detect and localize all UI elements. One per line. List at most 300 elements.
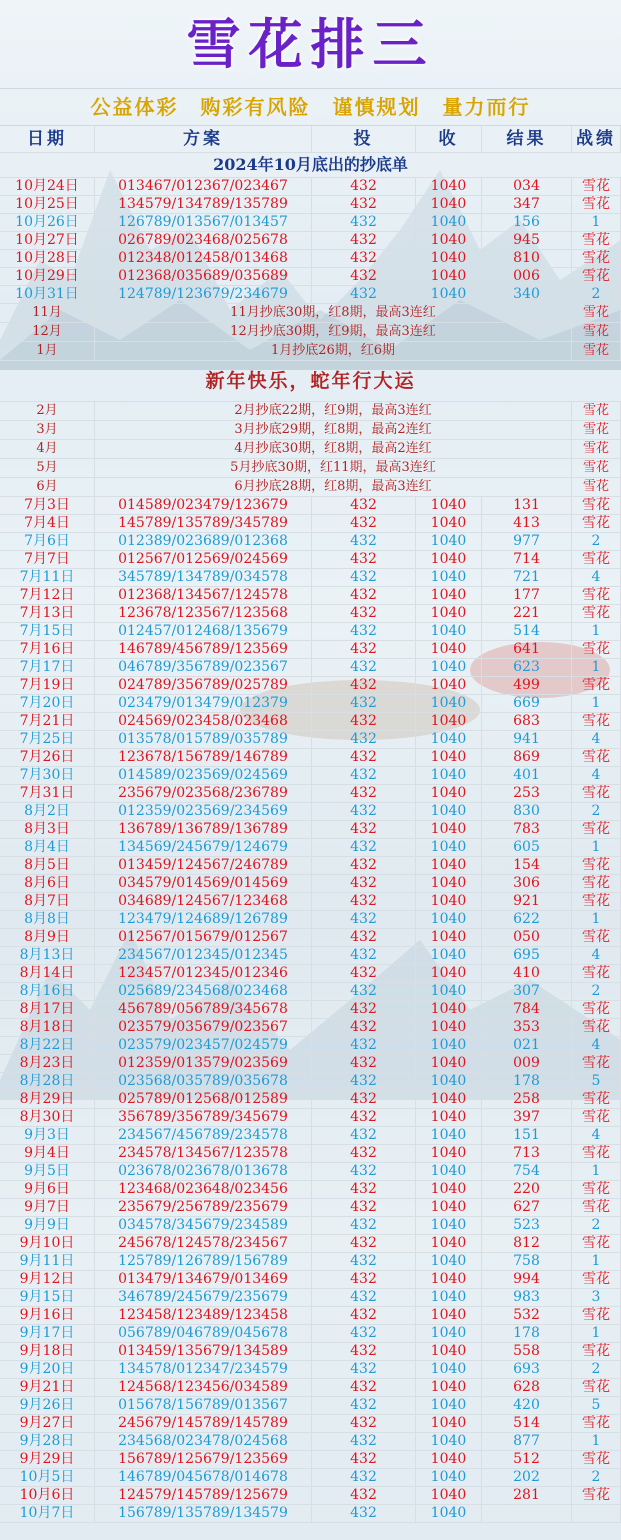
row-plan: 145789/135789/345789 [95,515,312,532]
row-result: 512 [482,1451,572,1468]
row-result: 307 [482,983,572,1000]
row-gain: 1040 [416,1289,482,1306]
summary-text: 3月抄底29期，红8期，最高2连红 [95,421,572,439]
row-record: 雪花 [572,1001,621,1018]
row-cost: 432 [312,515,416,532]
row-result: 994 [482,1271,572,1288]
row-gain: 1040 [416,983,482,1000]
row-result: 941 [482,731,572,748]
row-cost: 432 [312,857,416,874]
table-row [0,1415,621,1433]
row-plan: 023568/035789/035678 [95,1073,312,1090]
row-plan: 056789/046789/045678 [95,1325,312,1342]
table-row [0,1001,621,1019]
row-cost: 432 [312,1253,416,1270]
row-cost: 432 [312,911,416,928]
row-cost: 432 [312,1109,416,1126]
row-date: 8月4日 [0,839,95,856]
row-record [572,1505,621,1522]
summary-month: 3月 [0,421,95,439]
summary-text: 2月抄底22期，红9期，最高3连红 [95,402,572,420]
row-record: 雪花 [572,749,621,766]
row-result: 669 [482,695,572,712]
row-cost: 432 [312,533,416,550]
table-row [0,1127,621,1145]
row-gain: 1040 [416,1307,482,1324]
row-gain: 1040 [416,286,482,303]
table-body-main [0,497,621,1523]
row-gain: 1040 [416,1001,482,1018]
row-date: 7月7日 [0,551,95,568]
row-cost: 432 [312,947,416,964]
table-row [0,497,621,515]
row-plan: 013467/012367/023467 [95,178,312,195]
row-plan: 023479/013479/012379 [95,695,312,712]
table-row [0,286,621,304]
row-gain: 1040 [416,1091,482,1108]
row-plan: 012457/012468/135679 [95,623,312,640]
row-record: 5 [572,1073,621,1090]
table-row [0,587,621,605]
row-date: 8月5日 [0,857,95,874]
row-gain: 1040 [416,1397,482,1414]
monthly-summary-list-2 [0,402,621,497]
row-cost: 432 [312,587,416,604]
row-result: 410 [482,965,572,982]
summary-record: 雪花 [572,323,621,341]
row-result: 021 [482,1037,572,1054]
summary-record: 雪花 [572,342,621,360]
row-date: 8月23日 [0,1055,95,1072]
table-row [0,196,621,214]
row-date: 7月13日 [0,605,95,622]
row-record: 4 [572,569,621,586]
row-result: 499 [482,677,572,694]
row-record: 雪花 [572,929,621,946]
row-date: 10月26日 [0,214,95,231]
header-gain: 收 [416,126,482,152]
row-plan: 012359/023569/234569 [95,803,312,820]
row-cost: 432 [312,1217,416,1234]
monthly-summary-list [0,304,621,361]
row-cost: 432 [312,1307,416,1324]
row-result: 683 [482,713,572,730]
summary-row [0,478,621,497]
row-record: 雪花 [572,1055,621,1072]
table-row [0,250,621,268]
row-cost: 432 [312,821,416,838]
row-record: 雪花 [572,497,621,514]
table-row [0,893,621,911]
table-row [0,1361,621,1379]
table-row [0,1019,621,1037]
row-plan: 356789/356789/345679 [95,1109,312,1126]
table-row [0,178,621,196]
table-row [0,515,621,533]
summary-text: 1月抄底26期，红6期 [95,342,572,360]
row-date: 10月6日 [0,1487,95,1504]
row-record: 4 [572,1037,621,1054]
row-plan: 124789/123679/234679 [95,286,312,303]
header-result: 结果 [482,126,572,152]
table-header [0,126,621,153]
row-gain: 1040 [416,1469,482,1486]
row-gain: 1040 [416,731,482,748]
row-record: 雪花 [572,268,621,285]
row-plan: 234568/023478/024568 [95,1433,312,1450]
row-gain: 1040 [416,569,482,586]
row-record: 4 [572,947,621,964]
row-plan: 245679/145789/145789 [95,1415,312,1432]
table-row [0,1253,621,1271]
row-result: 131 [482,497,572,514]
row-result: 220 [482,1181,572,1198]
row-cost: 432 [312,803,416,820]
table-row [0,677,621,695]
row-plan: 134578/012347/234579 [95,1361,312,1378]
row-date: 7月31日 [0,785,95,802]
row-cost: 432 [312,965,416,982]
row-cost: 432 [312,785,416,802]
row-plan: 034578/345679/234589 [95,1217,312,1234]
summary-text: 12月抄底30期，红9期，最高3连红 [95,323,572,341]
row-date: 7月3日 [0,497,95,514]
table-row [0,659,621,677]
summary-record: 雪花 [572,421,621,439]
table-row [0,1433,621,1451]
row-date: 9月21日 [0,1379,95,1396]
row-result: 514 [482,623,572,640]
row-gain: 1040 [416,1433,482,1450]
row-result: 178 [482,1325,572,1342]
row-gain: 1040 [416,1253,482,1270]
row-record: 2 [572,1361,621,1378]
row-gain: 1040 [416,196,482,213]
row-record: 2 [572,983,621,1000]
row-cost: 432 [312,983,416,1000]
row-record: 1 [572,1163,621,1180]
row-plan: 014589/023569/024569 [95,767,312,784]
table-row [0,1163,621,1181]
table-row [0,1037,621,1055]
row-record: 2 [572,1217,621,1234]
row-record: 雪花 [572,713,621,730]
row-plan: 014589/023479/123679 [95,497,312,514]
row-plan: 126789/013567/013457 [95,214,312,231]
row-gain: 1040 [416,515,482,532]
row-plan: 012348/012458/013468 [95,250,312,267]
row-date: 10月27日 [0,232,95,249]
row-gain: 1040 [416,911,482,928]
row-cost: 432 [312,1199,416,1216]
row-result: 353 [482,1019,572,1036]
row-cost: 432 [312,1325,416,1342]
row-record: 1 [572,839,621,856]
row-result: 034 [482,178,572,195]
summary-text: 6月抄底28期，红8期，最高3连红 [95,478,572,496]
row-result: 253 [482,785,572,802]
row-date: 7月26日 [0,749,95,766]
row-plan: 034579/014569/014569 [95,875,312,892]
row-plan: 123468/023648/023456 [95,1181,312,1198]
row-date: 8月22日 [0,1037,95,1054]
row-result: 623 [482,659,572,676]
row-plan: 024789/356789/025789 [95,677,312,694]
row-gain: 1040 [416,1361,482,1378]
row-date: 10月5日 [0,1469,95,1486]
table-row [0,623,621,641]
row-result: 202 [482,1469,572,1486]
row-result: 221 [482,605,572,622]
row-record: 1 [572,911,621,928]
section-heading-new-year: 新年快乐，蛇年行大运 [0,361,621,402]
row-gain: 1040 [416,749,482,766]
row-gain: 1040 [416,803,482,820]
row-plan: 012359/013579/023569 [95,1055,312,1072]
row-date: 8月14日 [0,965,95,982]
row-gain: 1040 [416,1019,482,1036]
row-date: 9月10日 [0,1235,95,1252]
row-date: 8月28日 [0,1073,95,1090]
row-plan: 023579/035679/023567 [95,1019,312,1036]
table-row [0,929,621,947]
header-date: 日期 [0,126,95,152]
row-gain: 1040 [416,1325,482,1342]
summary-record: 雪花 [572,459,621,477]
row-gain: 1040 [416,1199,482,1216]
row-cost: 432 [312,569,416,586]
row-date: 10月7日 [0,1505,95,1522]
row-gain: 1040 [416,1163,482,1180]
row-cost: 432 [312,659,416,676]
summary-month: 6月 [0,478,95,496]
row-date: 9月11日 [0,1253,95,1270]
row-result: 401 [482,767,572,784]
row-date: 9月4日 [0,1145,95,1162]
row-record: 雪花 [572,1307,621,1324]
row-plan: 235679/023568/236789 [95,785,312,802]
row-cost: 432 [312,623,416,640]
table-row [0,695,621,713]
table-row [0,214,621,232]
row-gain: 1040 [416,268,482,285]
row-cost: 432 [312,749,416,766]
row-gain: 1040 [416,1415,482,1432]
row-plan: 013578/015789/035789 [95,731,312,748]
row-gain: 1040 [416,1109,482,1126]
row-plan: 234567/456789/234578 [95,1127,312,1144]
row-result: 009 [482,1055,572,1072]
table-row [0,983,621,1001]
table-row [0,641,621,659]
table-row [0,1307,621,1325]
row-result: 877 [482,1433,572,1450]
row-gain: 1040 [416,677,482,694]
row-date: 10月29日 [0,268,95,285]
row-date: 9月12日 [0,1271,95,1288]
row-cost: 432 [312,929,416,946]
row-gain: 1040 [416,1181,482,1198]
table-row [0,839,621,857]
row-gain: 1040 [416,1217,482,1234]
row-record: 雪花 [572,893,621,910]
summary-row [0,459,621,478]
row-result: 695 [482,947,572,964]
row-gain: 1040 [416,1505,482,1522]
row-result: 627 [482,1199,572,1216]
row-result [482,1505,572,1522]
row-result: 178 [482,1073,572,1090]
row-date: 9月29日 [0,1451,95,1468]
table-row [0,857,621,875]
table-row [0,1469,621,1487]
row-plan: 123458/123489/123458 [95,1307,312,1324]
summary-record: 雪花 [572,304,621,322]
table-row [0,232,621,250]
row-plan: 123479/124689/126789 [95,911,312,928]
summary-text: 11月抄底30期，红8期，最高3连红 [95,304,572,322]
row-result: 810 [482,250,572,267]
row-date: 9月15日 [0,1289,95,1306]
row-gain: 1040 [416,214,482,231]
row-record: 1 [572,1433,621,1450]
table-row [0,1181,621,1199]
row-gain: 1040 [416,1271,482,1288]
row-cost: 432 [312,641,416,658]
row-plan: 245678/124578/234567 [95,1235,312,1252]
row-record: 4 [572,767,621,784]
row-result: 983 [482,1289,572,1306]
row-gain: 1040 [416,178,482,195]
row-plan: 124579/145789/125679 [95,1487,312,1504]
row-result: 605 [482,839,572,856]
row-plan: 046789/356789/023567 [95,659,312,676]
row-plan: 012567/012569/024569 [95,551,312,568]
table-row [0,1379,621,1397]
row-result: 721 [482,569,572,586]
table-row [0,1109,621,1127]
row-date: 9月28日 [0,1433,95,1450]
table-row [0,803,621,821]
row-result: 413 [482,515,572,532]
row-gain: 1040 [416,250,482,267]
header-plan: 方案 [95,126,312,152]
row-record: 雪花 [572,250,621,267]
row-cost: 432 [312,232,416,249]
row-gain: 1040 [416,1073,482,1090]
row-cost: 432 [312,178,416,195]
row-result: 622 [482,911,572,928]
row-date: 9月16日 [0,1307,95,1324]
row-plan: 146789/456789/123569 [95,641,312,658]
row-gain: 1040 [416,1055,482,1072]
row-record: 雪花 [572,875,621,892]
row-plan: 025689/234568/023468 [95,983,312,1000]
row-record: 1 [572,623,621,640]
row-result: 523 [482,1217,572,1234]
row-plan: 125789/126789/156789 [95,1253,312,1270]
row-record: 雪花 [572,1487,621,1504]
row-date: 10月25日 [0,196,95,213]
row-record: 3 [572,1289,621,1306]
row-record: 雪花 [572,178,621,195]
row-plan: 012389/023689/012368 [95,533,312,550]
row-date: 9月9日 [0,1217,95,1234]
row-result: 830 [482,803,572,820]
row-date: 8月18日 [0,1019,95,1036]
row-record: 雪花 [572,1451,621,1468]
row-date: 9月26日 [0,1397,95,1414]
row-gain: 1040 [416,839,482,856]
row-date: 7月15日 [0,623,95,640]
row-result: 340 [482,286,572,303]
row-date: 7月20日 [0,695,95,712]
row-cost: 432 [312,731,416,748]
row-cost: 432 [312,551,416,568]
row-plan: 013459/124567/246789 [95,857,312,874]
table-row [0,1325,621,1343]
row-cost: 432 [312,1019,416,1036]
summary-month: 1月 [0,342,95,360]
row-gain: 1040 [416,497,482,514]
row-cost: 432 [312,497,416,514]
row-result: 154 [482,857,572,874]
row-result: 514 [482,1415,572,1432]
row-date: 8月8日 [0,911,95,928]
table-row [0,551,621,569]
row-gain: 1040 [416,1145,482,1162]
row-gain: 1040 [416,857,482,874]
row-result: 783 [482,821,572,838]
row-plan: 012567/015679/012567 [95,929,312,946]
row-record: 雪花 [572,641,621,658]
row-gain: 1040 [416,893,482,910]
row-record: 1 [572,1325,621,1342]
row-record: 2 [572,286,621,303]
row-cost: 432 [312,1001,416,1018]
summary-record: 雪花 [572,402,621,420]
row-cost: 432 [312,1505,416,1522]
table-row [0,1073,621,1091]
row-plan: 134569/245679/124679 [95,839,312,856]
row-result: 006 [482,268,572,285]
summary-row [0,421,621,440]
row-gain: 1040 [416,659,482,676]
row-cost: 432 [312,1469,416,1486]
row-plan: 013459/135679/134589 [95,1343,312,1360]
summary-month: 2月 [0,402,95,420]
row-record: 雪花 [572,1415,621,1432]
table-row [0,821,621,839]
summary-row [0,304,621,323]
row-plan: 012368/134567/124578 [95,587,312,604]
row-record: 1 [572,1253,621,1270]
slogan-banner: 公益体彩 购彩有风险 谨慎规划 量力而行 [0,88,621,126]
row-plan: 234567/012345/012345 [95,947,312,964]
row-cost: 432 [312,196,416,213]
row-cost: 432 [312,1487,416,1504]
table-row [0,911,621,929]
table-row [0,1343,621,1361]
row-date: 8月2日 [0,803,95,820]
row-cost: 432 [312,1343,416,1360]
row-cost: 432 [312,1397,416,1414]
row-gain: 1040 [416,551,482,568]
row-plan: 123678/156789/146789 [95,749,312,766]
table-row [0,1289,621,1307]
row-cost: 432 [312,1451,416,1468]
row-plan: 123678/123567/123568 [95,605,312,622]
